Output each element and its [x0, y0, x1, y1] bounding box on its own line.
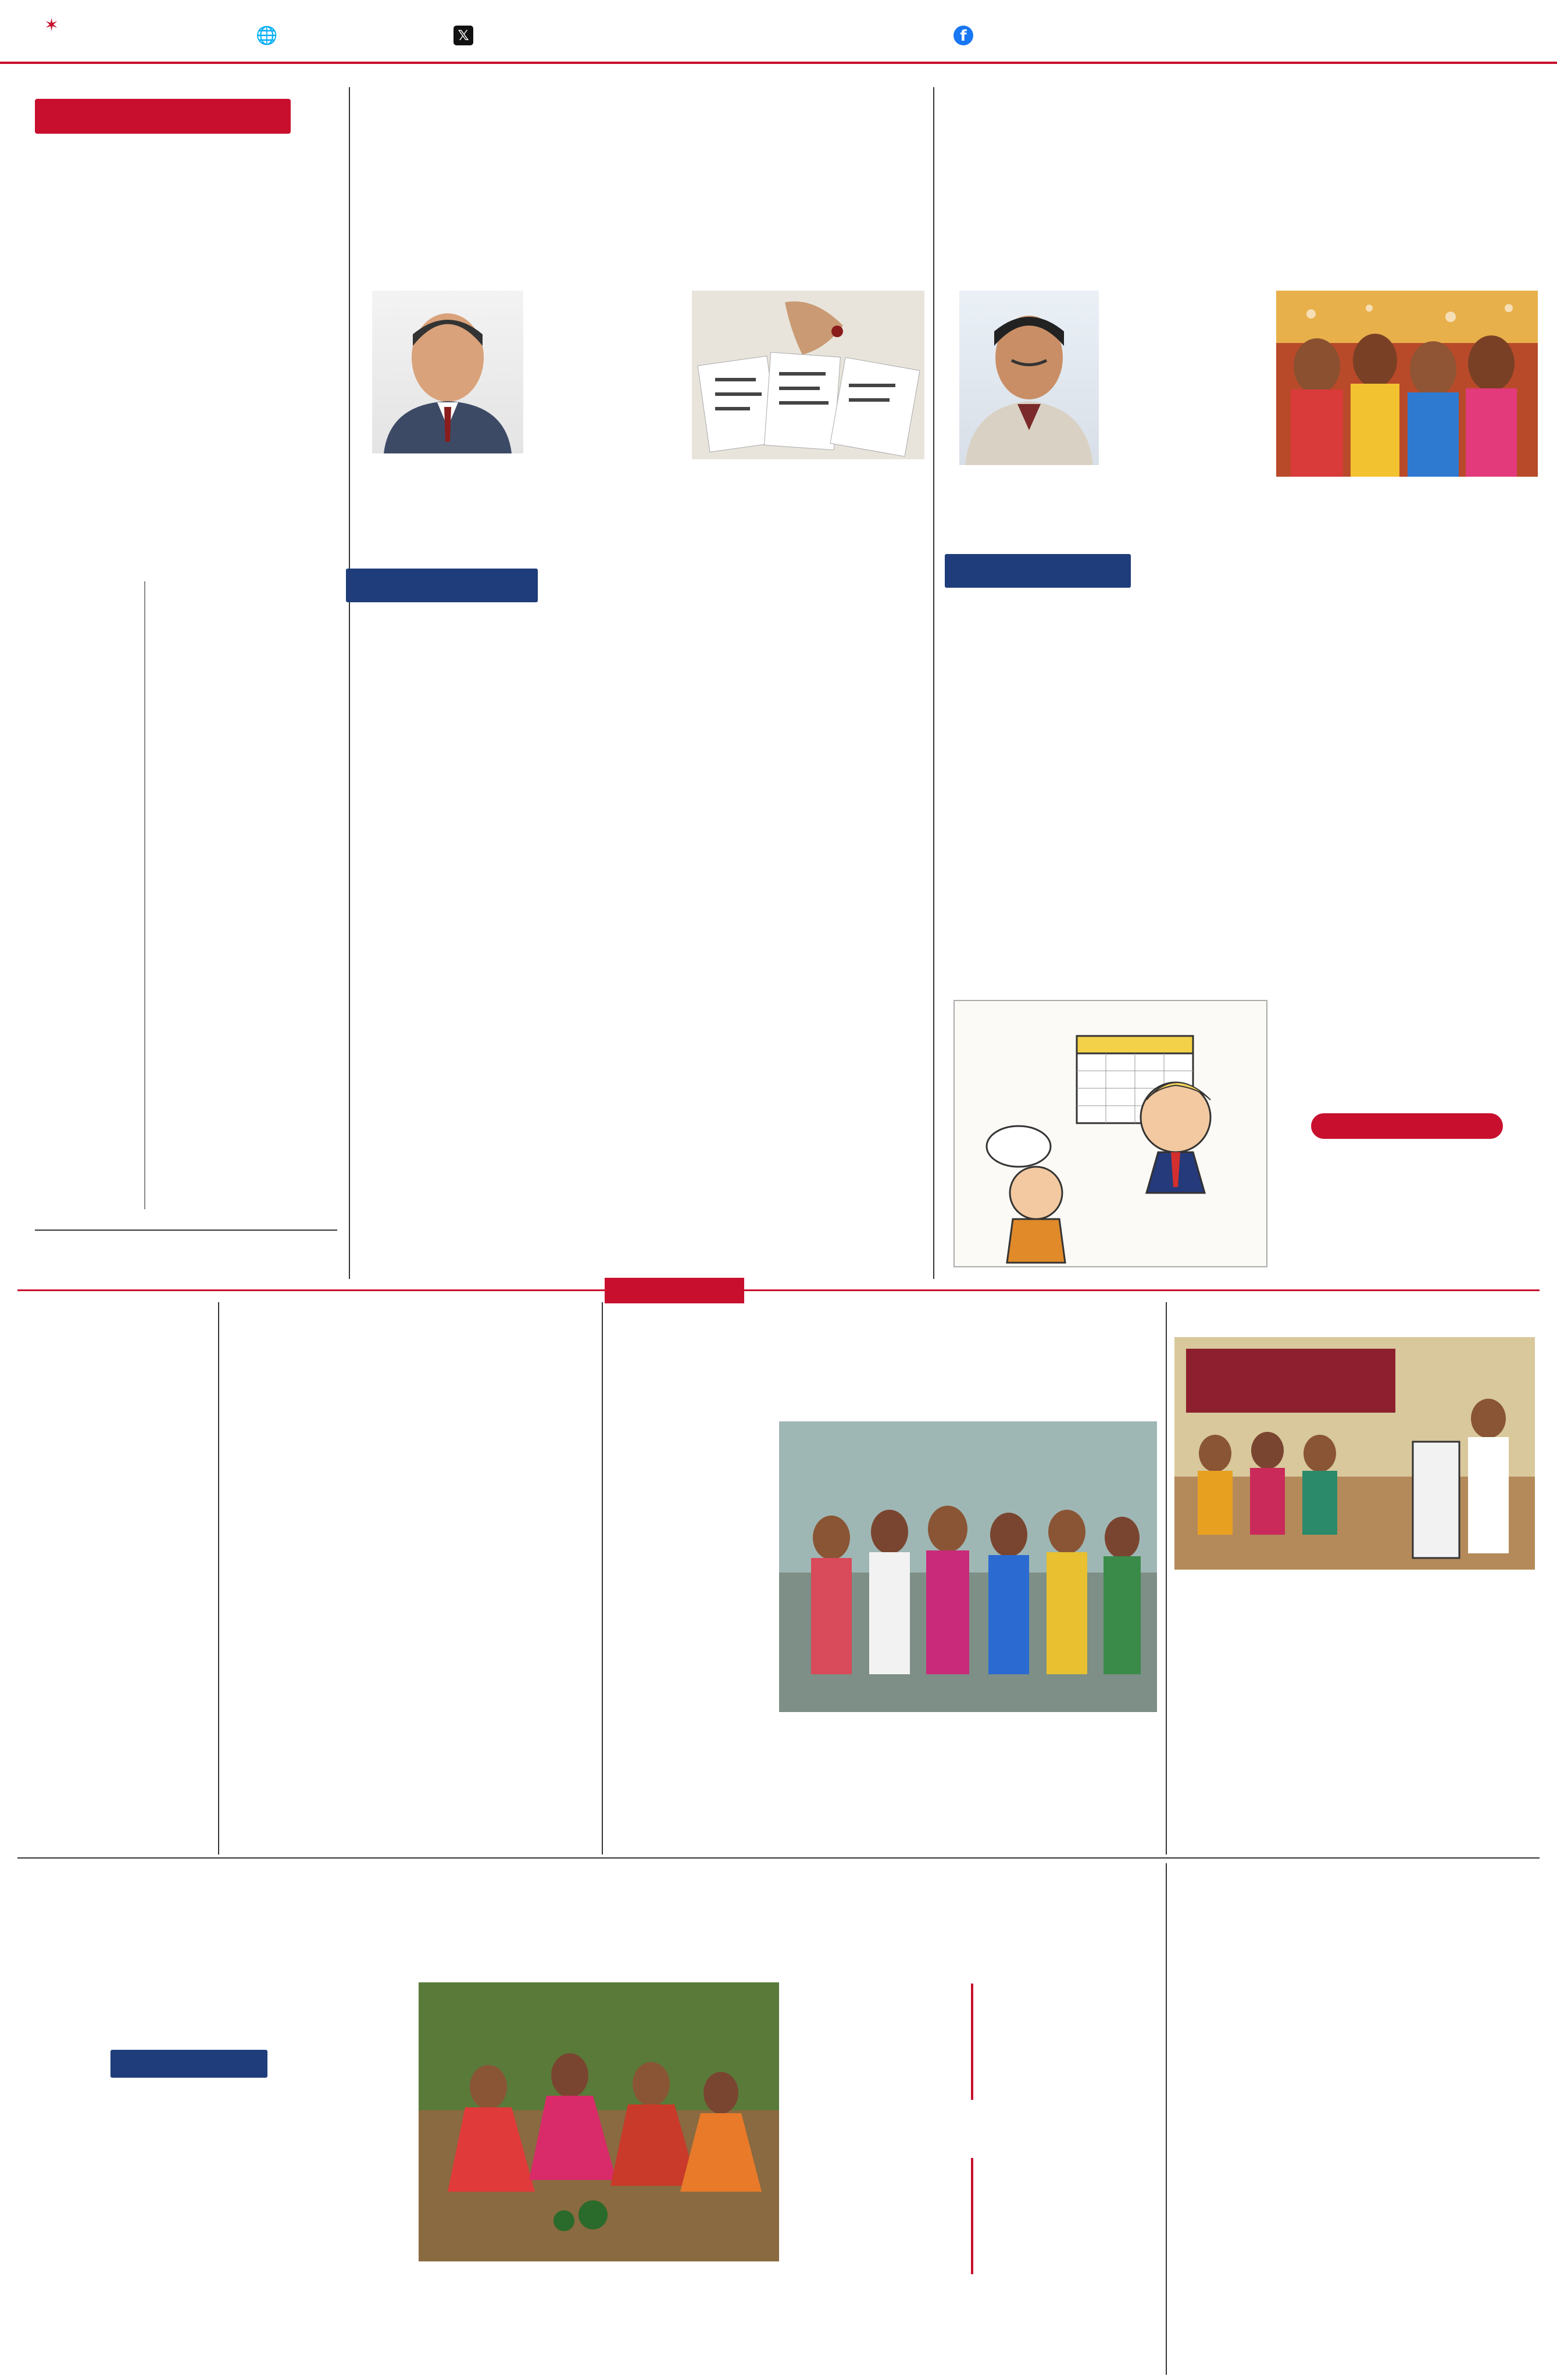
jhabua-quote1 [971, 1984, 1163, 2100]
lower-rule [17, 1857, 1540, 1859]
letter-label [1311, 1113, 1503, 1139]
article2-section-logo [945, 520, 1131, 549]
article1-section-logo [346, 535, 538, 564]
article1-col1 [544, 291, 686, 593]
article2-festival-photo [1276, 291, 1538, 477]
jhabua-quotes [971, 1984, 1163, 2373]
college-body [1174, 1596, 1535, 1846]
article1-col3 [692, 465, 924, 1238]
masthead [0, 0, 1557, 64]
article1-evm-photo [692, 291, 924, 459]
british-col2 [1360, 1984, 1538, 2373]
jhabua-col1 [35, 2029, 192, 2366]
editorial-sidebar [41, 581, 145, 1209]
masthead-logo[interactable] [41, 15, 62, 35]
article1-author-photo [372, 291, 523, 453]
x-icon: 𝕏 [453, 26, 473, 45]
article2-author-photo [959, 291, 1099, 465]
globe-icon: 🌐 [256, 26, 278, 46]
editorial-contact [35, 1230, 337, 1276]
jhabua-quote2 [971, 2158, 1163, 2274]
facebook-link[interactable] [954, 26, 979, 45]
twitter-link[interactable] [453, 26, 479, 45]
logo-star-icon: ✶ [44, 15, 59, 35]
article2-col3 [1276, 483, 1538, 1093]
katni-photo [779, 1421, 1157, 1712]
jhabua-col2 [273, 1984, 413, 2367]
divider-v5 [1166, 1302, 1167, 1854]
divider-v4 [602, 1302, 603, 1854]
divider-v2 [933, 87, 934, 1279]
editorial-sidebar-divider [93, 291, 95, 302]
jhabua-photo [419, 1982, 779, 2261]
british-col1 [1174, 1984, 1352, 2373]
article2-col2 [945, 599, 1270, 982]
college-photo [1174, 1337, 1535, 1570]
article1-section-tag [346, 569, 538, 602]
divider-v1 [349, 87, 350, 1279]
divider-v6 [1166, 1863, 1167, 2375]
letter-box [1276, 1113, 1538, 1270]
editorial-label [35, 99, 291, 134]
divider-v3 [218, 1302, 219, 1854]
article1-col2 [352, 599, 686, 1267]
seemankan-body [230, 1389, 593, 1849]
article2-col1 [1108, 291, 1270, 593]
editorial-body [154, 302, 327, 1203]
vividh-rule [17, 1289, 1540, 1291]
vividh-label [605, 1278, 744, 1303]
letter-body [1276, 1143, 1538, 1248]
cartoon-panel [954, 1000, 1267, 1267]
katni-body-2 [779, 1735, 1157, 1849]
jhabua-box-body [788, 2007, 962, 2367]
article1-section-badge [346, 535, 538, 605]
facebook-icon: f [954, 26, 973, 45]
katni-body [613, 1465, 770, 1849]
eping-body [35, 1363, 209, 1846]
article2-section-badge [945, 520, 1131, 590]
website-link[interactable] [256, 26, 283, 46]
jhabua-box [788, 1984, 962, 2373]
article2-section-tag [945, 554, 1131, 588]
